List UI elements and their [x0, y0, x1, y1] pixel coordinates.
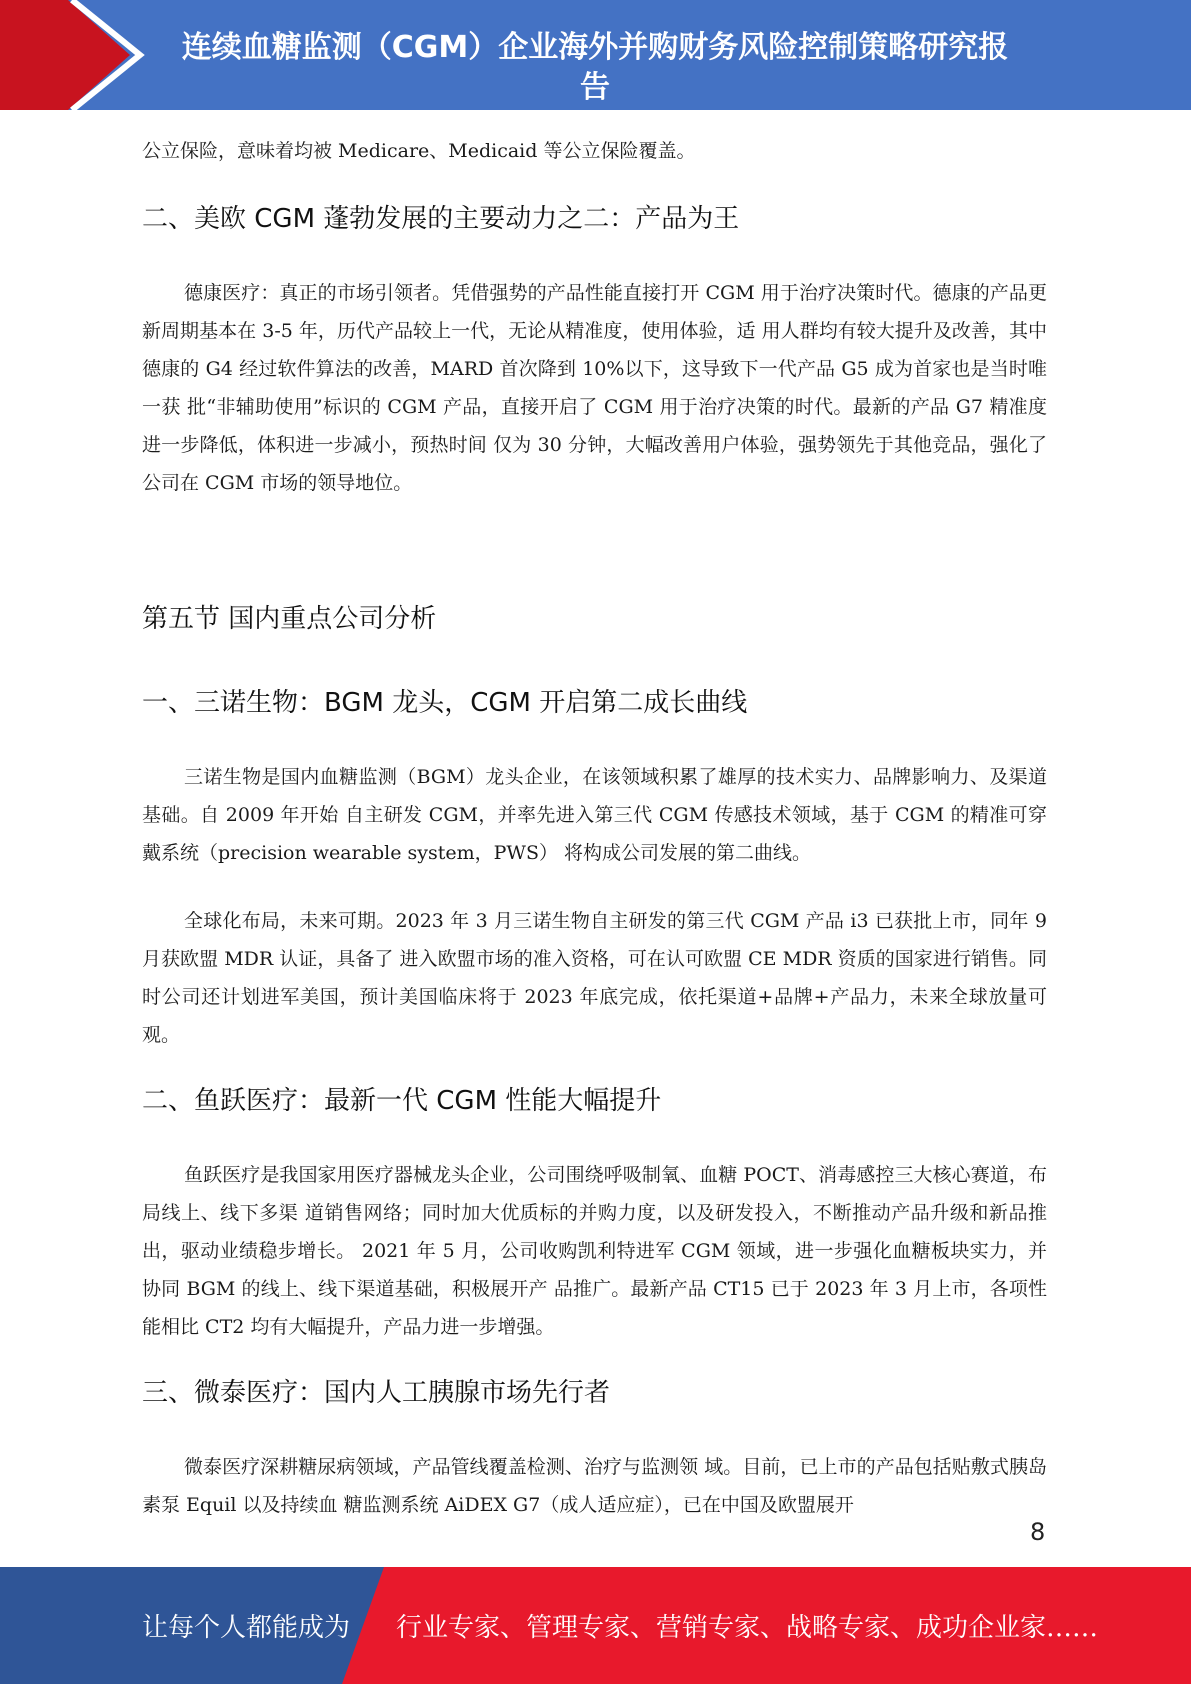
heading-microtech: 三、微泰医疗：国内人工胰腺市场先行者 [142, 1378, 611, 1408]
heading-sinocare: 一、三诺生物：BGM 龙头，CGM 开启第二成长曲线 [142, 688, 748, 718]
paragraph-microtech: 微泰医疗深耕糖尿病领域，产品管线覆盖检测、治疗与监测领 域。目前，已上市的产品包括贴敷式胰岛素泵 Equil 以及持续血 糖监测系统 AiDEX G7（成人适应症），已在中国及欧盟展开 [142, 1456, 1047, 1516]
page-header [0, 0, 1191, 110]
section-title-domestic-companies: 第五节 国内重点公司分析 [142, 604, 437, 634]
footer-slogan-left: 让每个人都能成为 [142, 1613, 351, 1643]
heading-yuwell: 二、鱼跃医疗：最新一代 CGM 性能大幅提升 [142, 1086, 662, 1116]
paragraph-sinocare-1: 三诺生物是国内血糖监测（BGM）龙头企业，在该领域积累了雄厚的技术实力、品牌影响力、及渠道基础。自 2009 年开始 自主研发 CGM，并率先进入第三代 CGM 传感技术领域，基于 CGM 的精准可穿戴系统（precision wearable system，PWS） 将构成公司发展的第二曲线。 [142, 766, 1047, 864]
paragraph-dexcom: 德康医疗：真正的市场引领者。凭借强势的产品性能直接打开 CGM 用于治疗决策时代。德康的产品更新周期基本在 3-5 年，历代产品较上一代，无论从精准度，使用体验，适 用人群均有较大提升及改善，其中德康的 G4 经过软件算法的改善，MARD 首次降到 10%以下，这导致下一代产品 G5 成为首家也是当时唯一获 批“非辅助使用”标识的 CGM 产品，直接开启了 CGM 用于治疗决策的时代。最新的产品 G7 精准度进一步降低，体积进一步减小，预热时间 仅为 30 分钟，大幅改善用户体验，强势领先于其他竞品，强化了公司在 CGM 市场的领导地位。 [142, 282, 1047, 494]
intro-line: 公立保险，意味着均被 Medicare、Medicaid 等公立保险覆盖。 [142, 140, 696, 162]
page-number: 8 [1030, 1518, 1046, 1546]
paragraph-yuwell: 鱼跃医疗是我国家用医疗器械龙头企业，公司围绕呼吸制氧、血糖 POCT、消毒感控三大核心赛道，布局线上、线下多渠 道销售网络；同时加大优质标的并购力度，以及研发投入，不断推动产品升级和新品推出，驱动业绩稳步增长。 2021 年 5 月，公司收购凯利特进军 CGM 领域，进一步强化血糖板块实力，并协同 BGM 的线上、线下渠道基础，积极展开产 品推广。最新产品 CT15 已于 2023 年 3 月上市，各项性能相比 CT2 均有大幅提升，产品力进一步增强。 [142, 1164, 1047, 1338]
heading-product-king: 二、美欧 CGM 蓬勃发展的主要动力之二：产品为王 [142, 204, 740, 234]
paragraph-sinocare-2: 全球化布局，未来可期。2023 年 3 月三诺生物自主研发的第三代 CGM 产品 i3 已获批上市，同年 9 月获欧盟 MDR 认证，具备了 进入欧盟市场的准入资格，可在认可欧盟 CE MDR 资质的国家进行销售。同时公司还计划进军美国，预计美国临床将于 2023 年底完成，依托渠道+品牌+产品力，未来全球放量可观。 [142, 910, 1047, 1046]
page-footer [0, 1567, 1191, 1684]
report-title: 连续血糖监测（CGM）企业海外并购财务风险控制策略研究报告 [181, 30, 1009, 105]
footer-slogan-right: 行业专家、管理专家、营销专家、战略专家、成功企业家…… [396, 1613, 1099, 1643]
